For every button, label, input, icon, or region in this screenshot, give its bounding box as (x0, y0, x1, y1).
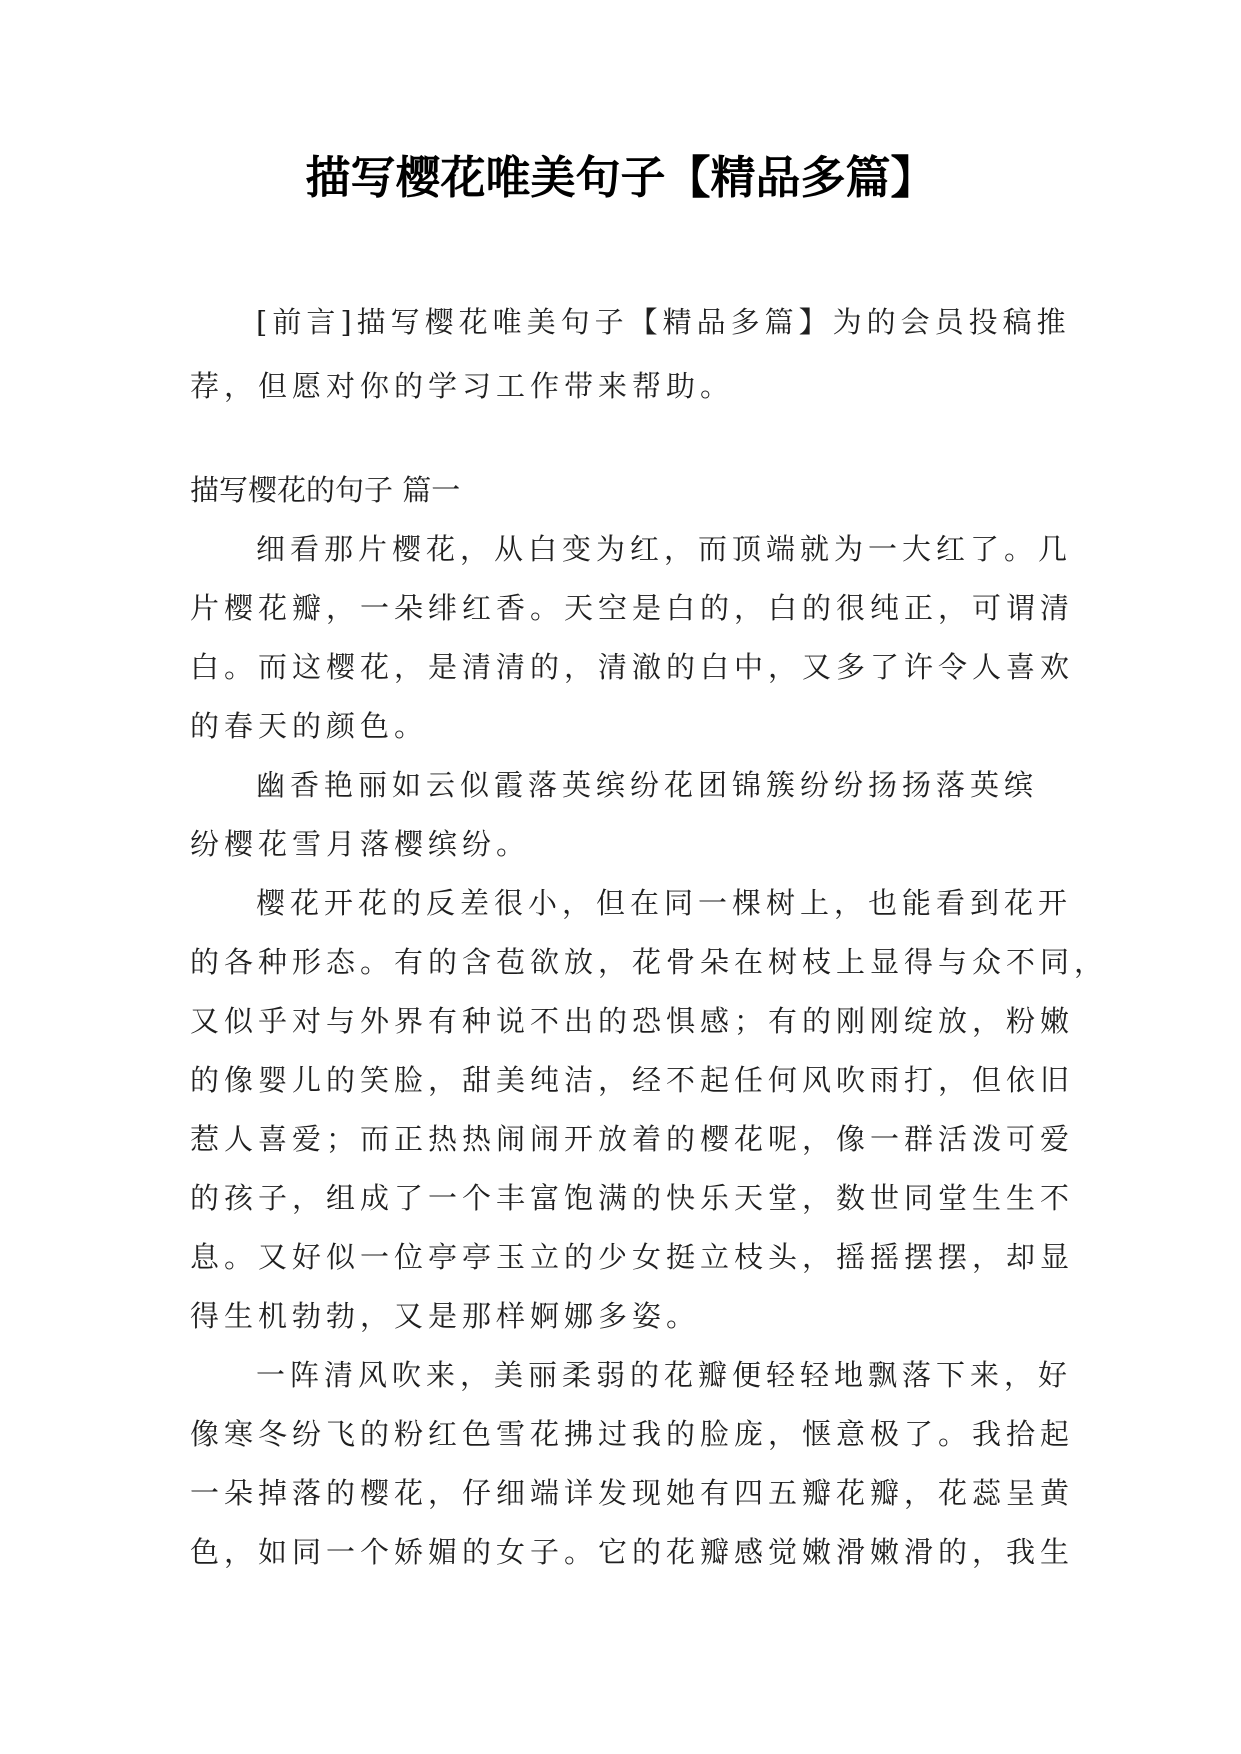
text-line: 色，如同一个娇媚的女子。它的花瓣感觉嫩滑嫩滑的，我生 (190, 1535, 1075, 1569)
text-line: 息。又好似一位亭亭玉立的少女挺立枝头，摇摇摆摆，却显 (190, 1240, 1075, 1274)
text-line: 的孩子，组成了一个丰富饱满的快乐天堂，数世同堂生生不 (190, 1181, 1075, 1215)
text-line: 纷樱花雪月落樱缤纷。 (190, 827, 531, 861)
text-line: 白。而这樱花，是清清的，清澈的白中，又多了许令人喜欢 (190, 650, 1075, 684)
text-line: 惹人喜爱；而正热热闹闹开放着的樱花呢，像一群活泼可爱 (190, 1122, 1075, 1156)
paragraph (190, 1346, 1075, 1582)
text-line: 一阵清风吹来，美丽柔弱的花瓣便轻轻地飘落下来，好 (256, 1358, 1073, 1392)
text-line: 得生机勃勃，又是那样婀娜多姿。 (190, 1299, 701, 1333)
document-title: 描写樱花唯美句子【精品多篇】 (305, 151, 936, 204)
text-line: 幽香艳丽如云似霞落英缤纷花团锦簇纷纷扬扬落英缤 (256, 768, 1039, 802)
text-line: 又似乎对与外界有种说不出的恐惧感；有的刚刚绽放，粉嫩 (190, 1004, 1075, 1038)
text-line: 一朵掉落的樱花，仔细端详发现她有四五瓣花瓣，花蕊呈黄 (190, 1476, 1075, 1510)
paragraph (190, 874, 1109, 1346)
intro-paragraph (190, 290, 1071, 418)
paragraph (190, 756, 1050, 874)
text-line: 的春天的颜色。 (190, 709, 429, 743)
text-line: 的各种形态。有的含苞欲放，花骨朵在树枝上显得与众不同， (190, 945, 1109, 979)
text-line: 片樱花瓣，一朵绯红香。天空是白的，白的很纯正，可谓清 (190, 591, 1075, 625)
text-line: [前言]描写樱花唯美句子【精品多篇】为的会员投稿推 (256, 305, 1071, 339)
paragraph (190, 520, 1075, 756)
text-line: 像寒冬纷飞的粉红色雪花拂过我的脸庞，惬意极了。我拾起 (190, 1417, 1075, 1451)
text-line: 细看那片樱花，从白变为红，而顶端就为一大红了。几 (256, 532, 1073, 566)
section-heading: 描写樱花的句子 篇一 (190, 473, 461, 507)
text-line: 荐，但愿对你的学习工作带来帮助。 (190, 369, 735, 403)
text-line: 的像婴儿的笑脸，甜美纯洁，经不起任何风吹雨打，但依旧 (190, 1063, 1075, 1097)
text-line: 樱花开花的反差很小，但在同一棵树上，也能看到花开 (256, 886, 1073, 920)
section-content (190, 520, 1109, 1582)
